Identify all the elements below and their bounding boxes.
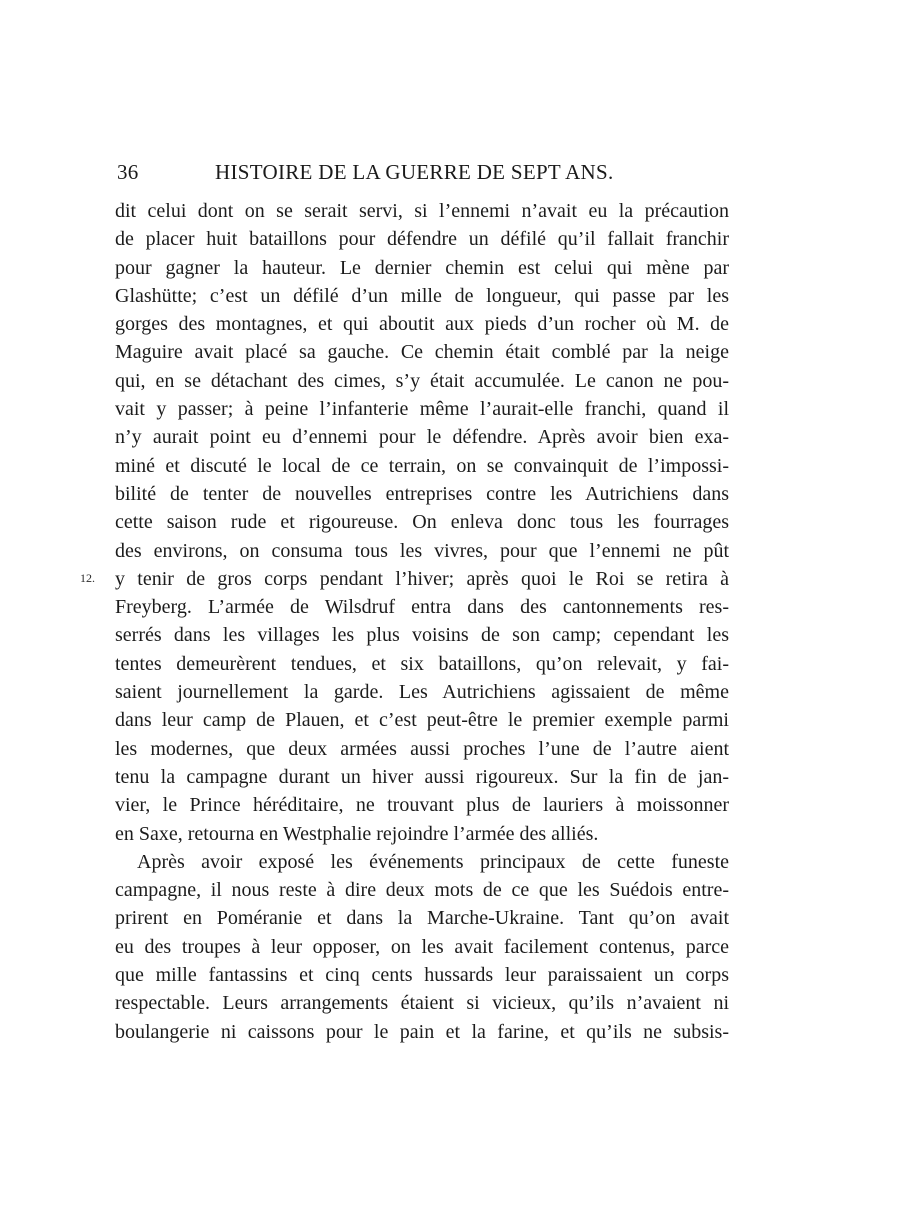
running-header <box>117 160 730 190</box>
margin-note: 12. <box>80 571 95 585</box>
text-line: eu des troupes à leur opposer, on les avait facilement contenus, parce <box>115 935 729 958</box>
text-line: vier, le Prince héréditaire, ne trouvant plus de lauriers à moissonner <box>115 794 729 817</box>
text-line: que mille fantassins et cinq cents hussards leur paraissaient un corps <box>115 964 729 987</box>
text-line: gorges des montagnes, et qui aboutit aux pieds d’un rocher où M. de <box>115 313 729 336</box>
text-line: prirent en Poméranie et dans la Marche-Ukraine. Tant qu’on avait <box>115 907 729 930</box>
text-line: saient journellement la garde. Les Autrichiens agissaient de même <box>115 681 729 704</box>
text-line: tentes demeurèrent tendues, et six bataillons, qu’on relevait, y fai- <box>115 652 729 675</box>
text-line: qui, en se détachant des cimes, s’y était accumulée. Le canon ne pou- <box>115 369 729 392</box>
text-line: serrés dans les villages les plus voisins de son camp; cependant les <box>115 624 729 647</box>
text-line: campagne, il nous reste à dire deux mots de ce que les Suédois entre- <box>115 879 729 902</box>
text-line: Glashütte; c’est un défilé d’un mille de longueur, qui passe par les <box>115 284 729 307</box>
text-line: vait y passer; à peine l’infanterie même l’aurait-elle franchi, quand il <box>115 398 729 421</box>
text-line: dit celui dont on se serait servi, si l’ennemi n’avait eu la précaution <box>115 200 729 222</box>
text-line: tenu la campagne durant un hiver aussi rigoureux. Sur la fin de jan- <box>115 765 729 788</box>
text-line: boulangerie ni caissons pour le pain et la farine, et qu’ils ne subsis- <box>115 1020 729 1043</box>
text-line: cette saison rude et rigoureuse. On enleva donc tous les fourrages <box>115 511 729 534</box>
text-line: y tenir de gros corps pendant l’hiver; après quoi le Roi se retira à <box>115 567 729 590</box>
text-line: Maguire avait placé sa gauche. Ce chemin était comblé par la neige <box>115 341 729 364</box>
body-text <box>115 197 729 1046</box>
text-line: miné et discuté le local de ce terrain, on se convainquit de l’impossi- <box>115 454 729 477</box>
page-number: 36 <box>117 160 139 184</box>
text-line: Freyberg. L’armée de Wilsdruf entra dans des cantonnements res- <box>115 596 729 619</box>
text-line: bilité de tenter de nouvelles entreprises contre les Autrichiens dans <box>115 482 729 505</box>
text-line: de placer huit bataillons pour défendre un défilé qu’il fallait franchir <box>115 228 729 251</box>
text-line: dans leur camp de Plauen, et c’est peut-être le premier exemple parmi <box>115 709 729 732</box>
text-line: en Saxe, retourna en Westphalie rejoindre l’armée des alliés. <box>115 822 599 845</box>
text-line: des environs, on consuma tous les vivres, pour que l’ennemi ne pût <box>115 539 729 562</box>
text-line: les modernes, que deux armées aussi proches l’une de l’autre aient <box>115 737 729 760</box>
text-line: n’y aurait point eu d’ennemi pour le défendre. Après avoir bien exa- <box>115 426 729 449</box>
text-line: pour gagner la hauteur. Le dernier chemin est celui qui mène par <box>115 256 729 279</box>
text-line: Après avoir exposé les événements principaux de cette funeste <box>137 850 729 873</box>
running-title: HISTOIRE DE LA GUERRE DE SEPT ANS. <box>215 160 614 184</box>
text-line: respectable. Leurs arrangements étaient si vicieux, qu’ils n’avaient ni <box>115 992 729 1015</box>
